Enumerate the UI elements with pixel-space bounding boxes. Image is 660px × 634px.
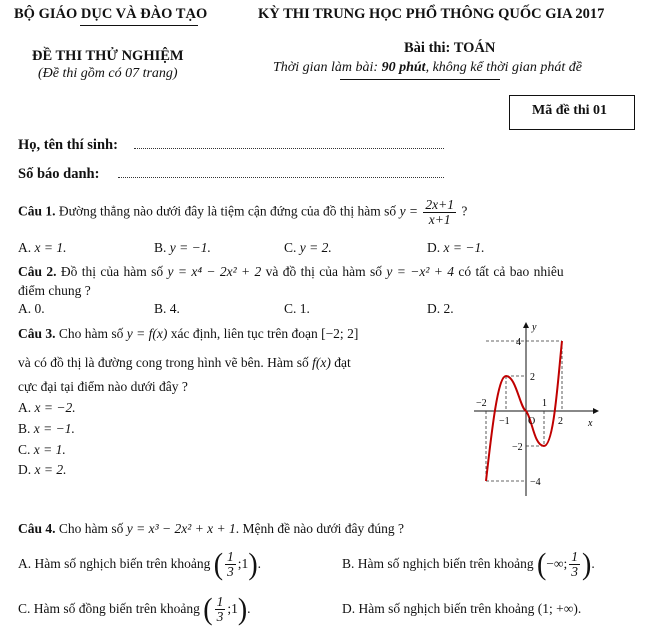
q1-b-label: B.: [154, 240, 167, 255]
question-3: [18, 326, 358, 342]
q3-c-label: C.: [18, 442, 31, 457]
q1-label: Câu 1.: [18, 203, 56, 219]
tick-yn4: −4: [530, 477, 541, 488]
q3-line3: cực đại tại điểm nào dưới đây ?: [18, 379, 188, 394]
q1-c-label: C.: [284, 240, 297, 255]
q3-d-label: D.: [18, 462, 32, 477]
q4-d-value: (1; +∞).: [537, 601, 582, 616]
q1-fraction: [423, 198, 456, 227]
q1-c-value: y = 2.: [299, 240, 332, 255]
q4-b-frac: [569, 550, 580, 579]
q2-fn2: y = −x² + 4: [386, 264, 455, 279]
q2-text3: có tất cả bao nhiêu: [458, 264, 564, 279]
q3-d-value: x = 2.: [34, 462, 67, 477]
q4-a-lparen: (: [213, 547, 224, 582]
q4-b-num: 1: [571, 549, 579, 565]
q4-a-text: A. Hàm số nghịch biến trên khoảng: [18, 556, 211, 571]
q4-a-tail: ;1: [237, 556, 249, 571]
q4-c-rparen: ): [237, 592, 248, 627]
q4-option-d[interactable]: [342, 589, 581, 629]
q1-b-value: y = −1.: [169, 240, 211, 255]
q3-line2b: đạt: [334, 355, 351, 370]
exam-code: Mã đề thi 01: [532, 103, 608, 118]
q4-c-num: 1: [216, 594, 224, 610]
q1-end: ?: [461, 203, 468, 219]
candidate-id-field[interactable]: [118, 167, 444, 178]
q4-c-lparen: (: [203, 592, 213, 627]
q4-label: Câu 4.: [18, 521, 56, 536]
label-x-axis: x: [588, 418, 593, 429]
q1-option-c[interactable]: [284, 240, 332, 256]
q1-den: x+1: [428, 212, 451, 227]
time-underline: [340, 79, 500, 80]
time-suffix: , không kể thời gian phát đề: [425, 60, 582, 75]
q1-a-value: x = 1.: [34, 240, 67, 255]
q2-text2: và đồ thị của hàm số: [265, 264, 383, 279]
q1-option-d[interactable]: [427, 240, 485, 256]
tick-y2: 2: [530, 372, 535, 383]
q3-line2: [18, 355, 351, 371]
q4-c-tail: ;1: [227, 601, 238, 616]
q3-b-value: x = −1.: [33, 421, 75, 436]
q1-text: Đường thẳng nào dưới đây là tiệm cận đứng của đồ thị hàm số: [58, 203, 397, 219]
time-info: [273, 60, 582, 76]
q4-c-text: C. Hàm số đồng biến trên khoảng: [18, 601, 200, 616]
q1-fn-lhs: y =: [399, 203, 419, 219]
q2-fn1: y = x⁴ − 2x² + 2: [167, 264, 262, 279]
q1-d-value: x = −1.: [443, 240, 485, 255]
candidate-name-label: Họ, tên thí sinh:: [18, 137, 118, 153]
q4-text2: . Mệnh đề nào dưới đây đúng ?: [235, 521, 404, 536]
q3-fn: y = f(x): [126, 326, 168, 341]
q3-text2: xác định, liên tục trên đoạn: [170, 326, 318, 341]
question-2: [18, 264, 564, 280]
q1-num: 2x+1: [425, 197, 455, 212]
q3-c-value: x = 1.: [33, 442, 66, 457]
q4-option-a[interactable]: A. Hàm số nghịch biến trên khoảng ( $\frac{1}{3}$ ;1).: [18, 547, 262, 582]
label-y-axis: y: [532, 322, 537, 333]
pages-note: (Đề thi gồm có 07 trang): [38, 66, 178, 81]
q4-d-text: D. Hàm số nghịch biến trên khoảng: [342, 601, 535, 616]
candidate-name-field[interactable]: [134, 138, 444, 149]
time-value: 90 phút: [381, 60, 426, 75]
ministry-name: BỘ GIÁO DỤC VÀ ĐÀO TẠO: [14, 6, 208, 22]
q3-option-d[interactable]: [18, 462, 66, 478]
question-4: [18, 521, 404, 537]
q4-c-frac: [215, 595, 226, 624]
q4-option-b[interactable]: B. Hàm số nghịch biến trên khoảng (−∞; $\frac{1}{3}$ ).: [342, 547, 595, 582]
q3-function-graph: [472, 318, 602, 498]
q3-text1: Cho hàm số: [58, 326, 124, 341]
q2-option-d[interactable]: D. 2.: [427, 301, 454, 316]
q2-text1: Đồ thị của hàm số: [60, 264, 164, 279]
subject-label: Bài thi: TOÁN: [404, 40, 496, 56]
tick-xn2: −2: [476, 398, 487, 409]
candidate-id-label: Số báo danh:: [18, 166, 100, 182]
q2-label: Câu 2.: [18, 264, 57, 279]
q2-line2: điểm chung ?: [18, 283, 91, 298]
q3-fx: f(x): [312, 355, 331, 370]
ministry-underline: [80, 25, 198, 26]
tick-x2: 2: [558, 416, 563, 427]
q3-option-c[interactable]: [18, 442, 66, 458]
q4-b-den: 3: [571, 564, 579, 580]
q4-b-text: B. Hàm số nghịch biến trên khoảng: [342, 556, 534, 571]
q3-line2a: và có đồ thị là đường cong trong hình vẽ bên. Hàm số: [18, 355, 309, 370]
question-1: [18, 198, 467, 227]
q4-b-rparen: ): [582, 547, 592, 582]
q3-a-label: A.: [18, 400, 32, 415]
q4-fn: y = x³ − 2x² + x + 1: [126, 521, 236, 536]
time-prefix: Thời gian làm bài:: [273, 60, 382, 75]
q4-c-den: 3: [216, 609, 224, 625]
x-axis-arrow: [593, 408, 599, 414]
q3-option-b[interactable]: [18, 421, 75, 437]
label-origin: O: [528, 416, 536, 427]
q4-b-head: −∞;: [546, 556, 568, 571]
q1-a-label: A.: [18, 240, 32, 255]
q4-a-den: 3: [227, 564, 234, 580]
q3-interval: [−2; 2]: [321, 326, 359, 341]
q1-option-b[interactable]: [154, 240, 211, 256]
q3-a-value: x = −2.: [34, 400, 76, 415]
q2-option-b[interactable]: B. 4.: [154, 301, 180, 316]
q4-b-lparen: (: [536, 547, 547, 582]
tick-xn1: −1: [499, 416, 510, 427]
q3-label: Câu 3.: [18, 326, 56, 341]
q4-a-num: 1: [227, 549, 234, 565]
q2-option-a[interactable]: A. 0.: [18, 301, 45, 316]
q3-b-label: B.: [18, 421, 31, 436]
q4-option-c[interactable]: C. Hàm số đồng biến trên khoảng ( $\frac{1}{3}$ ;1).: [18, 592, 251, 627]
tick-y4: 4: [516, 337, 521, 348]
q4-a-rparen: ): [248, 547, 258, 582]
tick-x1: 1: [542, 398, 547, 409]
exam-title: KỲ THI TRUNG HỌC PHỔ THÔNG QUỐC GIA 2017: [258, 6, 605, 22]
q4-text1: Cho hàm số: [58, 521, 124, 536]
q1-option-a[interactable]: [18, 240, 66, 256]
q4-a-frac: [225, 550, 236, 579]
q1-d-label: D.: [427, 240, 441, 255]
q2-option-c[interactable]: C. 1.: [284, 301, 310, 316]
trial-label: ĐỀ THI THỬ NGHIỆM: [32, 48, 184, 64]
tick-yn2: −2: [512, 442, 523, 453]
y-axis-arrow: [523, 322, 529, 328]
q3-option-a[interactable]: [18, 400, 76, 416]
